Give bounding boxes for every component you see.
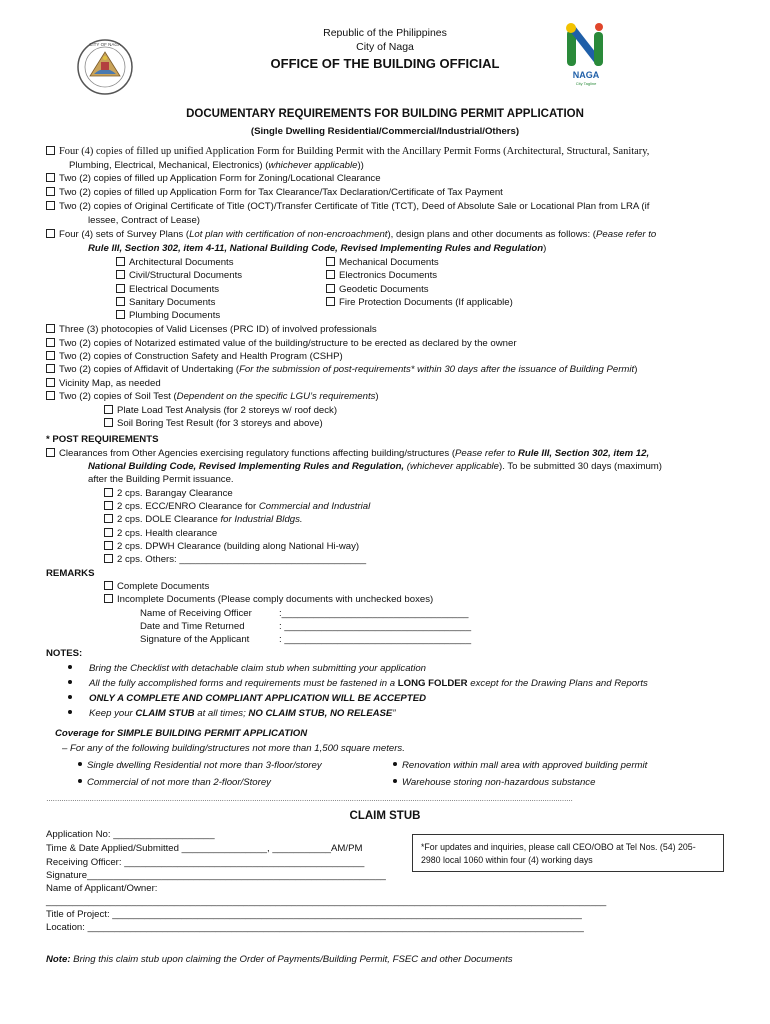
notes-heading: NOTES:: [46, 648, 83, 659]
stub-signature[interactable]: Signature________________________________________________________: [46, 870, 386, 881]
checkbox[interactable]: [46, 324, 55, 333]
checkbox[interactable]: [326, 297, 335, 306]
req-item-6: Three (3) photocopies of Valid Licenses (PRC ID) of involved professionals: [46, 323, 377, 336]
stub-application-no[interactable]: Application No: ___________________: [46, 829, 215, 840]
checkbox[interactable]: [116, 284, 125, 293]
checkbox[interactable]: [46, 229, 55, 238]
checkbox[interactable]: [104, 541, 113, 550]
plan-electronics: Electronics Documents: [326, 269, 437, 282]
bullet-icon: [68, 695, 72, 699]
req-item-1-cont: Plumbing, Electrical, Mechanical, Electronics) (whichever applicable)): [69, 160, 364, 171]
remarks-signature-field[interactable]: : ___________________________________: [279, 634, 472, 645]
checkbox[interactable]: [326, 284, 335, 293]
checkbox[interactable]: [326, 270, 335, 279]
checkbox[interactable]: [116, 270, 125, 279]
stub-location[interactable]: Location: _____________________________________________________________________________________________: [46, 922, 584, 933]
checkbox[interactable]: [116, 297, 125, 306]
req-item-4-cont: lessee, Contract of Lease): [88, 215, 200, 226]
plan-geodetic: Geodetic Documents: [326, 283, 429, 296]
remarks-heading: REMARKS: [46, 568, 95, 579]
note-3: ONLY A COMPLETE AND COMPLIANT APPLICATION WILL BE ACCEPTED: [68, 692, 426, 705]
req-item-9: Two (2) copies of Affidavit of Undertaking (For the submission of post-requirements* within 30 days after the issuance of Building Permit): [46, 363, 637, 376]
req-item-3: Two (2) copies of filled up Application Form for Tax Clearance/Tax Declaration/Certificate of Tax Payment: [46, 186, 503, 199]
remarks-date-field[interactable]: : ___________________________________: [279, 621, 472, 632]
bullet-icon: [78, 762, 82, 766]
req-item-10: Vicinity Map, as needed: [46, 377, 161, 390]
bullet-icon: [393, 762, 397, 766]
coverage-sub: – For any of the following building/structures not more than 1,500 square meters.: [62, 743, 405, 754]
post-clearances-cont: National Building Code, Revised Implementing Rules and Regulation, (whichever applicable). To be submitted 30 days (maximum): [88, 461, 662, 472]
checkbox[interactable]: [104, 405, 113, 414]
remarks-signature-label: Signature of the Applicant: [140, 634, 250, 645]
checkbox[interactable]: [116, 310, 125, 319]
coverage-right-1: Renovation within mall area with approved building permit: [393, 759, 647, 772]
req-item-1: Four (4) copies of filled up unified Application Form for Building Permit with the Ancillary Permit Forms (Architectural, Structural, Sanitary,: [46, 145, 649, 158]
plan-architectural: Architectural Documents: [116, 256, 234, 269]
checkbox[interactable]: [46, 187, 55, 196]
coverage-left-1: Single dwelling Residential not more than 3-floor/storey: [78, 759, 322, 772]
checkbox[interactable]: [46, 173, 55, 182]
note-4: Keep your CLAIM STUB at all times; NO CLAIM STUB, NO RELEASE”: [68, 707, 396, 720]
req-item-2: Two (2) copies of filled up Application Form for Zoning/Locational Clearance: [46, 172, 381, 185]
header-office: OFFICE OF THE BUILDING OFFICIAL: [270, 56, 500, 71]
req-item-7: Two (2) copies of Notarized estimated value of the building/structure to be erected as declared by the owner: [46, 337, 517, 350]
soil-boring: Soil Boring Test Result (for 3 storeys and above): [104, 417, 323, 430]
cut-line-separator: ………………………………………………………………………………………………………………………………………………………………………………………………………………………: [46, 796, 573, 803]
checkbox[interactable]: [46, 364, 55, 373]
req-item-5-cont: Rule III, Section 302, item 4-11, National Building Code, Revised Implementing Rules and Regulation): [88, 243, 547, 254]
checkbox[interactable]: [104, 488, 113, 497]
checkbox[interactable]: [104, 581, 113, 590]
bullet-icon: [68, 680, 72, 684]
plan-mechanical: Mechanical Documents: [326, 256, 439, 269]
plan-civil: Civil/Structural Documents: [116, 269, 242, 282]
post-item-dole: 2 cps. DOLE Clearance for Industrial Bldgs.: [104, 513, 303, 526]
checkbox[interactable]: [104, 554, 113, 563]
checkbox[interactable]: [104, 418, 113, 427]
remarks-officer-field[interactable]: :___________________________________: [279, 608, 469, 619]
coverage-left-2: Commercial of not more than 2-floor/Storey: [78, 776, 271, 789]
checkbox[interactable]: [46, 378, 55, 387]
post-clearances-cont2: after the Building Permit issuance.: [88, 474, 234, 485]
remarks-date-label: Date and Time Returned: [140, 621, 245, 632]
bullet-icon: [68, 665, 72, 669]
doc-subtitle: (Single Dwelling Residential/Commercial/Industrial/Others): [250, 126, 520, 137]
checkbox[interactable]: [104, 514, 113, 523]
bullet-icon: [68, 710, 72, 714]
header-city: City of Naga: [356, 41, 414, 53]
note-2: All the fully accomplished forms and requirements must be fastened in a LONG FOLDER except for the Drawing Plans and Reports: [68, 677, 648, 690]
coverage-heading: Coverage for SIMPLE BUILDING PERMIT APPLICATION: [55, 728, 308, 739]
checkbox[interactable]: [326, 257, 335, 266]
checkbox[interactable]: [104, 501, 113, 510]
doc-title: DOCUMENTARY REQUIREMENTS FOR BUILDING PERMIT APPLICATION: [186, 108, 584, 120]
req-item-8: Two (2) copies of Construction Safety and Health Program (CSHP): [46, 350, 343, 363]
post-item-barangay: 2 cps. Barangay Clearance: [104, 487, 233, 500]
claim-stub-heading: CLAIM STUB: [349, 810, 421, 822]
stub-applicant-label: Name of Applicant/Owner:: [46, 883, 158, 894]
remarks-incomplete: Incomplete Documents (Please comply documents with unchecked boxes): [104, 593, 433, 606]
checkbox[interactable]: [46, 201, 55, 210]
stub-applicant-line[interactable]: _________________________________________________________________________________________________________: [46, 896, 607, 907]
req-item-11: Two (2) copies of Soil Test (Dependent on the specific LGU’s requirements): [46, 390, 379, 403]
checkbox[interactable]: [104, 528, 113, 537]
post-item-health: 2 cps. Health clearance: [104, 527, 217, 540]
checkbox[interactable]: [104, 594, 113, 603]
stub-info-box: *For updates and inquiries, please call CEO/OBO at Tel Nos. (54) 205- 2980 local 1060 within four (4) working days: [412, 834, 724, 872]
post-requirements-heading: * POST REQUIREMENTS: [46, 434, 159, 445]
post-item-ecc: 2 cps. ECC/ENRO Clearance for Commercial and Industrial: [104, 500, 370, 513]
plan-electrical: Electrical Documents: [116, 283, 219, 296]
remarks-complete: Complete Documents: [104, 580, 209, 593]
post-clearances: Clearances from Other Agencies exercising regulatory functions affecting building/structures (Pease refer to Rule III, Section 302, item 12,: [46, 447, 649, 460]
plan-fire-protection: Fire Protection Documents (If applicable): [326, 296, 513, 309]
stub-date-applied[interactable]: Time & Date Applied/Submitted ________________, ___________AM/PM: [46, 843, 363, 854]
city-seal-icon: CITY OF NAGA: [76, 38, 134, 96]
plan-sanitary: Sanitary Documents: [116, 296, 215, 309]
checkbox[interactable]: [46, 146, 55, 155]
remarks-officer-label: Name of Receiving Officer: [140, 608, 252, 619]
req-item-4: Two (2) copies of Original Certificate of Title (OCT)/Transfer Certificate of Title (TCT), Deed of Absolute Sale or Locational Plan from LRA (if: [46, 200, 649, 213]
naga-logo-icon: NAGA City Tagline: [557, 22, 615, 92]
bullet-icon: [78, 779, 82, 783]
bullet-icon: [393, 779, 397, 783]
checkbox[interactable]: [46, 448, 55, 457]
stub-receiving-officer[interactable]: Receiving Officer: _____________________________________________: [46, 857, 365, 868]
checkbox[interactable]: [46, 391, 55, 400]
post-item-dpwh: 2 cps. DPWH Clearance (building along National Hi-way): [104, 540, 359, 553]
stub-project-title[interactable]: Title of Project: ________________________________________________________________________________________: [46, 909, 582, 920]
coverage-right-2: Warehouse storing non-hazardous substance: [393, 776, 595, 789]
soil-plate-load: Plate Load Test Analysis (for 2 storeys w/ roof deck): [104, 404, 337, 417]
req-item-5: Four (4) sets of Survey Plans (Lot plan with certification of non-encroachment), design plans and other documents as follows: (Pease refer to: [46, 228, 656, 241]
checkbox[interactable]: [46, 338, 55, 347]
checkbox[interactable]: [46, 351, 55, 360]
stub-note: Note: Bring this claim stub upon claiming the Order of Payments/Building Permit, FSEC and other Documents: [46, 954, 513, 965]
note-1: Bring the Checklist with detachable claim stub when submitting your application: [68, 662, 426, 675]
checkbox[interactable]: [116, 257, 125, 266]
plan-plumbing: Plumbing Documents: [116, 309, 220, 322]
post-item-others: 2 cps. Others: ___________________________________: [104, 553, 366, 566]
header-republic: Republic of the Philippines: [323, 27, 447, 39]
